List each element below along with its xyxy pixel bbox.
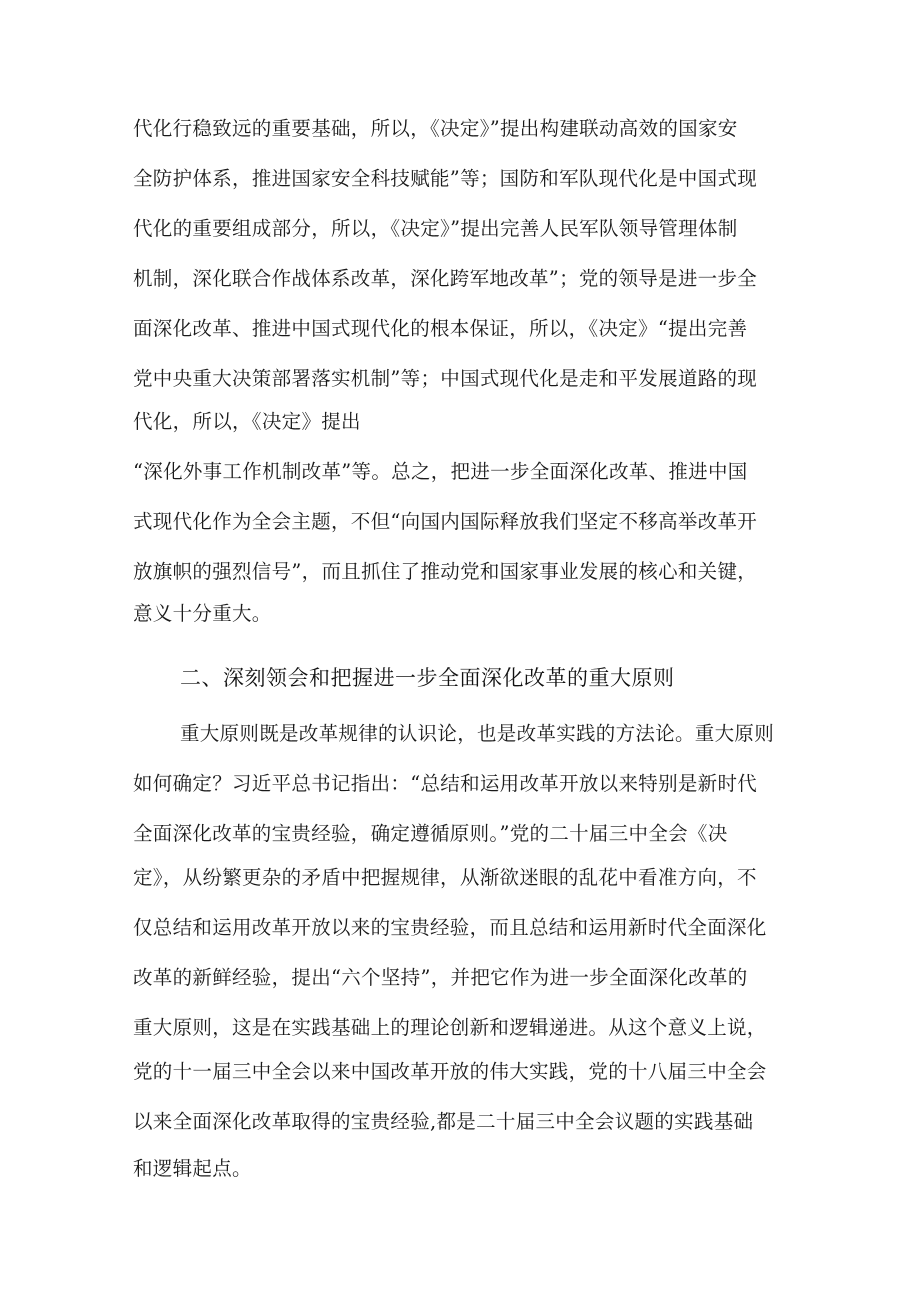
paragraph-line: 代化的重要组成部分，所以，《决定》”提出完善人民军队领导管理体制 [133, 217, 738, 240]
section-heading: 二、深刻领会和把握进一步全面深化改革的重大原则 [180, 666, 675, 690]
paragraph-line: 和逻辑起点。 [133, 1157, 252, 1180]
paragraph-line: 全防护体系，推进国家安全科技赋能”等；国防和军队现代化是中国式现 [133, 167, 758, 190]
paragraph-line: 机制，深化联合作战体系改革，深化跨军地改革”；党的领导是进一步全 [133, 267, 758, 290]
paragraph-line: 重大原则，这是在实践基础上的理论创新和逻辑递进。从这个意义上说， [133, 1016, 767, 1039]
paragraph-line: 式现代化作为全会主题，不但“向国内国际释放我们坚定不移高举改革开 [133, 510, 758, 533]
paragraph-line: 党中央重大决策部署落实机制”等；中国式现代化是走和平发展道路的现 [133, 367, 758, 390]
paragraph-line: 代化行稳致远的重要基础，所以，《决定》”提出构建联动高效的国家安 [133, 117, 738, 140]
paragraph-line: 改革的新鲜经验，提出“六个坚持”，并把它作为进一步全面深化改革的 [133, 966, 748, 989]
paragraph-line: 党的十一届三中全会以来中国改革开放的伟大实践，党的十八届三中全会 [133, 1060, 767, 1083]
paragraph-line: 面深化改革、推进中国式现代化的根本保证，所以，《决定》“提出完善 [133, 317, 748, 340]
paragraph-line: 放旗帜的强烈信号”，而且抓住了推动党和国家事业发展的核心和关键， [133, 560, 758, 583]
paragraph-line: “深化外事工作机制改革”等。总之，把进一步全面深化改革、推进中国 [133, 460, 748, 483]
paragraph-line: 代化，所以，《决定》提出 [133, 410, 361, 433]
paragraph-line: 意义十分重大。 [133, 602, 272, 625]
paragraph-line: 全面深化改革的宝贵经验，确定遵循原则。”党的二十届三中全会《决 [133, 822, 728, 845]
paragraph-line: 仅总结和运用改革开放以来的宝贵经验，而且总结和运用新时代全面深化 [133, 916, 767, 939]
paragraph-line: 以来全面深化改革取得的宝贵经验,都是二十届三中全会议题的实践基础 [133, 1110, 754, 1133]
paragraph-line: 如何确定？习近平总书记指出：“总结和运用改革开放以来特别是新时代 [133, 772, 758, 795]
paragraph-line: 定》，从纷繁更杂的矛盾中把握规律，从渐欲迷眼的乱花中看准方向，不 [133, 866, 757, 889]
paragraph-line: 重大原则既是改革规律的认识论，也是改革实践的方法论。重大原则 [180, 722, 775, 745]
